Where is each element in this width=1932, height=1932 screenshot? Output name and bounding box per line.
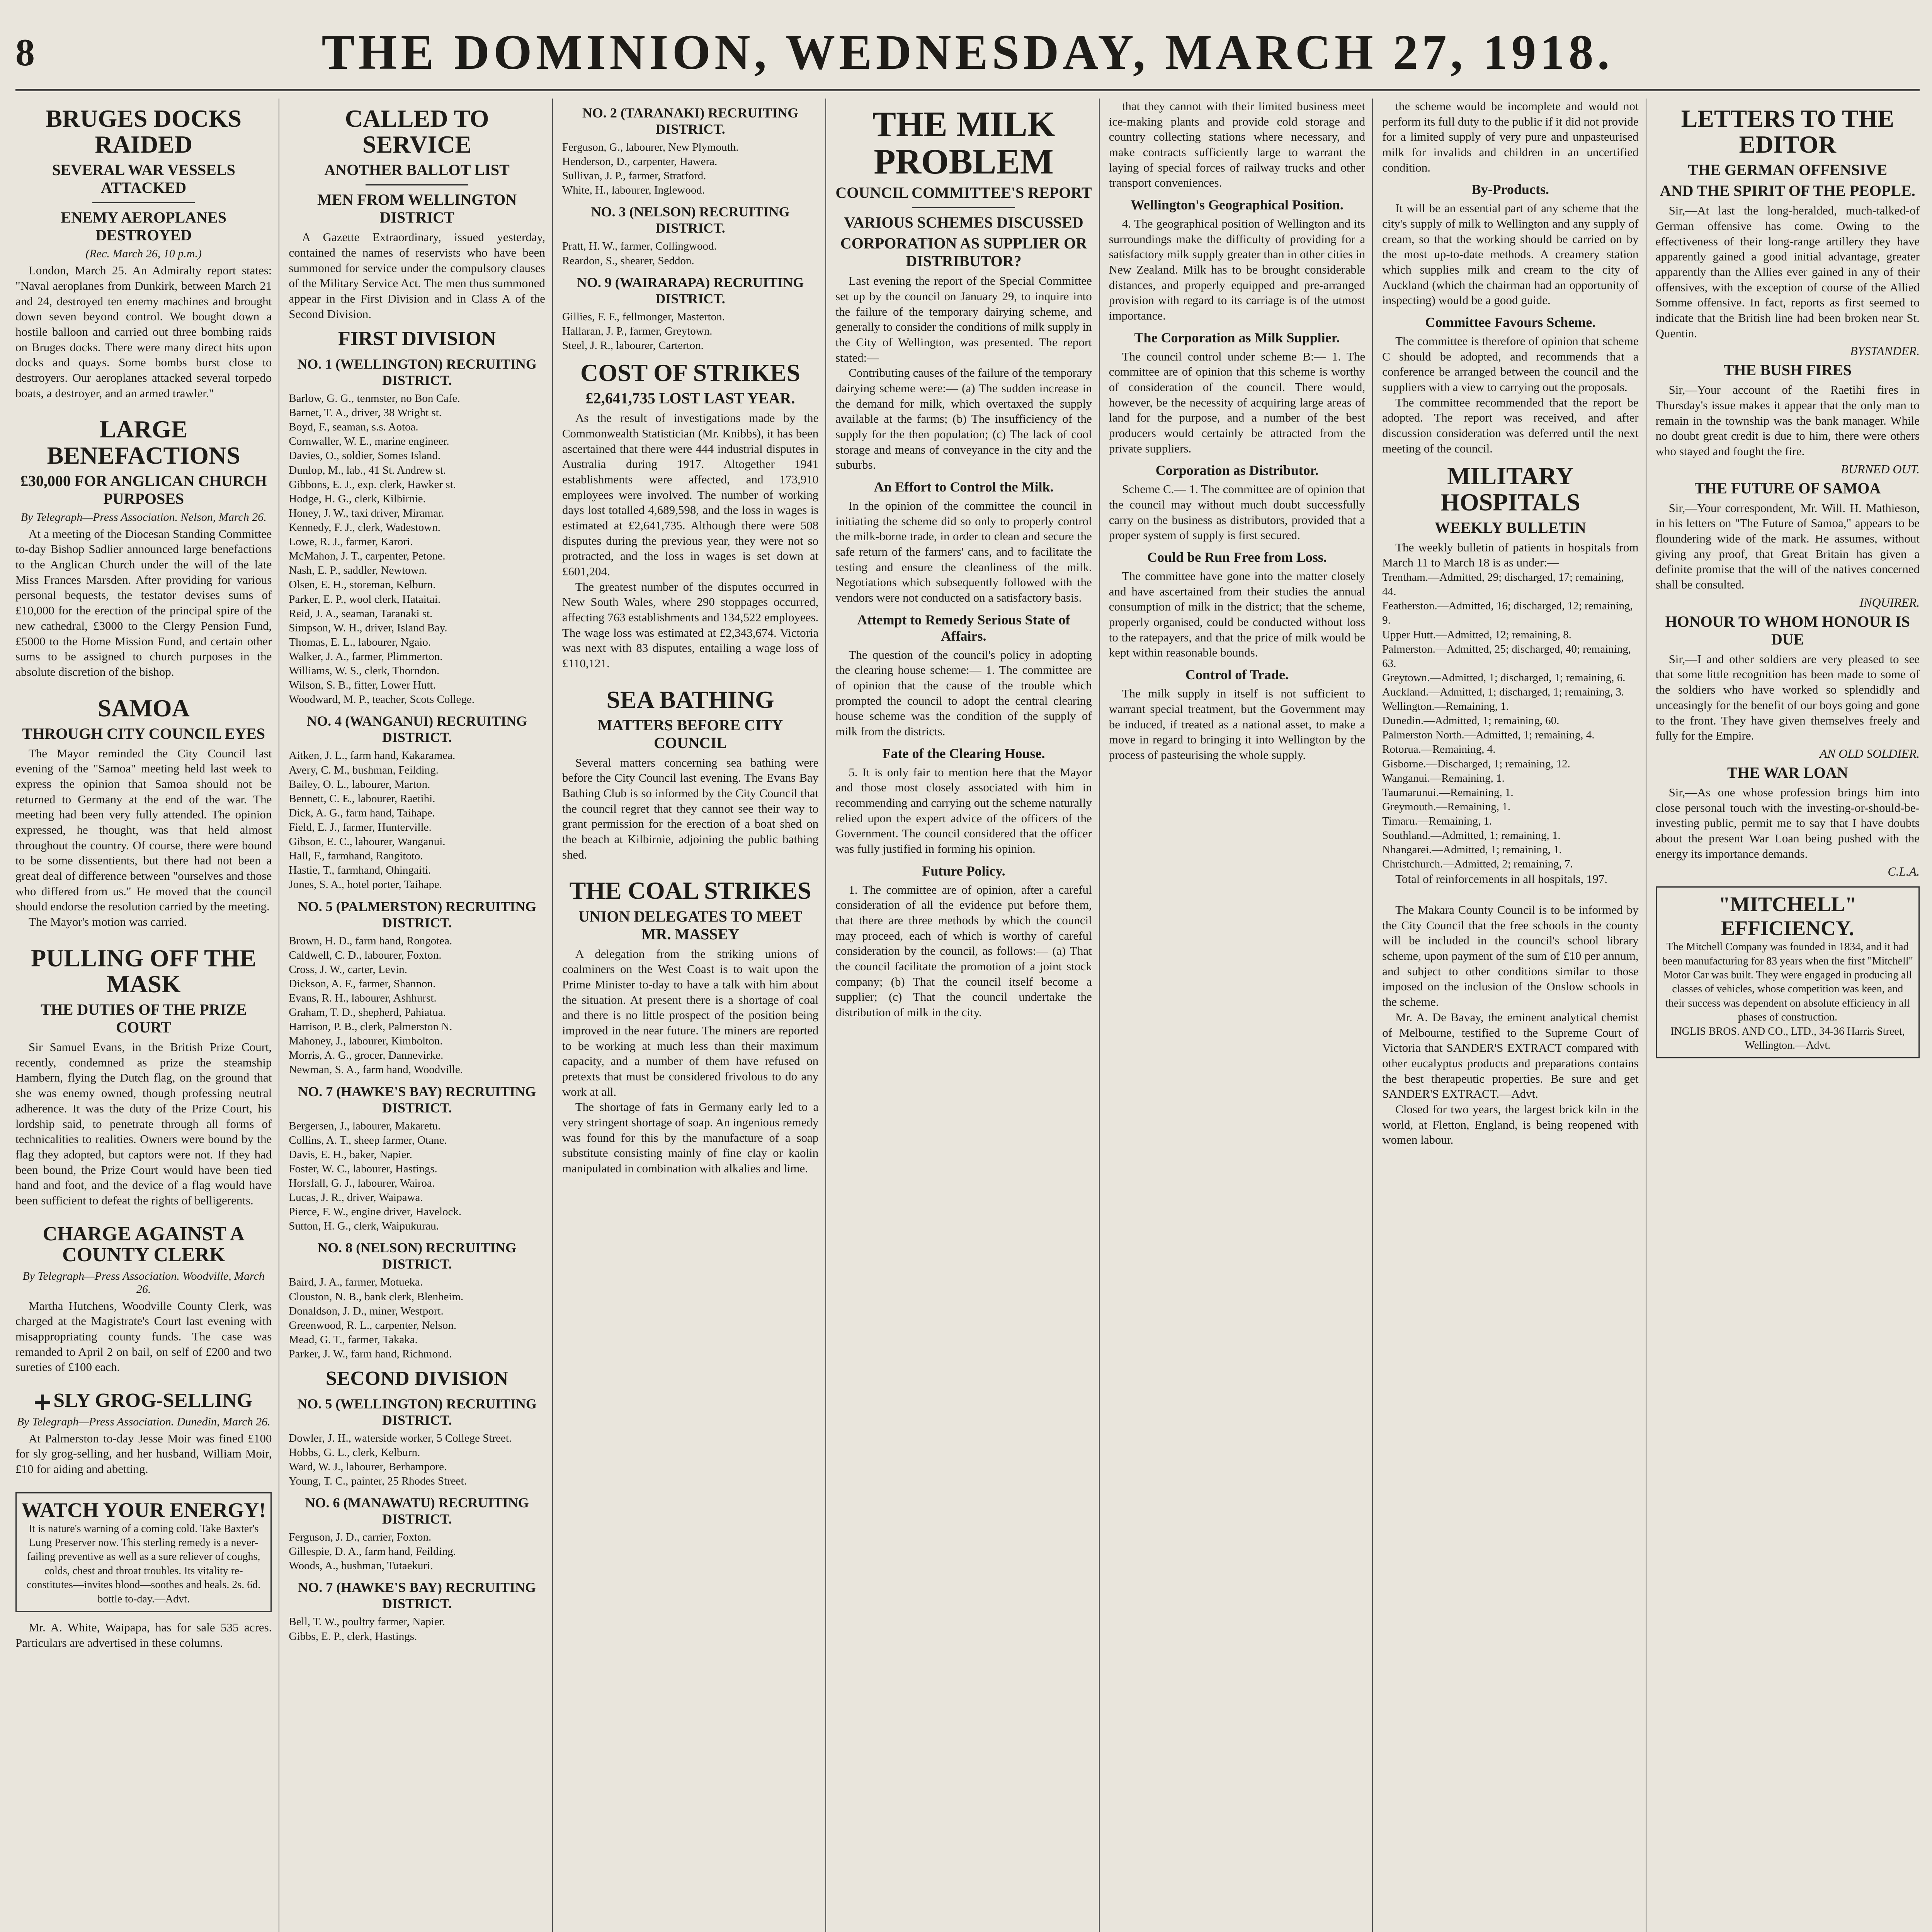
divider: [92, 202, 195, 203]
list-item: Hall, F., farmhand, Rangitoto.: [289, 850, 423, 862]
ad-footer: INGLIS BROS. AND CO., LTD., 34-36 Harris Street, Wellington.—Advt.: [1670, 1025, 1905, 1051]
district-heading: NO. 5 (WELLINGTON) RECRUITING DISTRICT.: [297, 1396, 537, 1428]
name-list: [289, 1530, 545, 1573]
name-list: [562, 310, 818, 353]
article-body: London, March 25. An Admiralty report states: "Naval aeroplanes from Dunkirk, between March 21 and 24, destroyed ten enemy machines and brought down seven beyond control. We bought down a hostile balloon and carried out three bombing raids on Bruges docks. There were many direct hits upon docks and quays. Some bombs burst close to destroyers. Our aeroplanes attacked several torpedo boats, a destroyer, and an armed trawler.": [15, 264, 272, 400]
name-list: [289, 1615, 545, 1643]
article-body: A delegation from the striking unions of coalminers on the West Coast is to wait upon the Prime Minister to-day to have a talk with him about the situation. At present there is a shortage of coal and there is no little prospect of the position being improved in the near future. The miners are reported to be working at much less than their maximum capacity, and a number of them have refused on pretexts that must be considered frivolous to do any work at all.: [562, 947, 819, 1099]
list-item: Ferguson, G., labourer, New Plymouth.: [562, 141, 739, 153]
list-item: Jones, S. A., hotel porter, Taihape.: [289, 878, 442, 891]
list-item: Wanganui.—Remaining, 1.: [1382, 772, 1505, 784]
list-item: Henderson, D., carpenter, Hawera.: [562, 155, 718, 168]
article-samoa: [15, 695, 272, 930]
list-item: Davis, E. H., baker, Napier.: [289, 1148, 412, 1161]
list-item: Trentham.—Admitted, 29; discharged, 17; remaining, 44.: [1382, 571, 1624, 598]
list-item: Taumarunui.—Remaining, 1.: [1382, 786, 1514, 799]
article-body: In the opinion of the committee the council in initiating the scheme did so only to properly control the milk-borne trade, in order to clean and secure the safe return of the farmers' cans, and to facilitate the testing and ensure the cleanliness of the milk. Negotiations which subsequently followed with the vendors were not conducted on a satisfactory basis.: [835, 498, 1092, 604]
article-military-hospitals: [1382, 463, 1638, 887]
list-item: Parker, J. W., farm hand, Richmond.: [289, 1348, 452, 1361]
name-list: [289, 391, 545, 707]
list-item: Thomas, E. L., labourer, Ngaio.: [289, 636, 431, 648]
subheadline: THROUGH CITY COUNCIL EYES: [22, 724, 265, 742]
list-item: Hobbs, G. L., clerk, Kelburn.: [289, 1446, 420, 1459]
list-item: Horsfall, G. J., labourer, Wairoa.: [289, 1177, 435, 1190]
list-item: Palmerston.—Admitted, 25; discharged, 40; remaining, 63.: [1382, 643, 1631, 670]
list-item: Wilson, S. B., fitter, Lower Hutt.: [289, 679, 436, 692]
list-item: Pratt, H. W., farmer, Collingwood.: [562, 240, 717, 253]
list-item: Gillespie, D. A., farm hand, Feilding.: [289, 1545, 456, 1558]
list-item: Bell, T. W., poultry farmer, Napier.: [289, 1616, 445, 1628]
list-item: Woodward, M. P., teacher, Scots College.: [289, 693, 474, 706]
list-item: Brown, H. D., farm hand, Rongotea.: [289, 934, 452, 947]
article-body: The Mayor reminded the City Council last evening of the "Samoa" meeting held last week to express the opinion that Samoa should not be returned to Germany at the end of the war. The meeting had been very fully attended. The opinion expressed, he thought, was that held almost throughout the country. Of course, there were bound to be some dissentients, but there had not been a great deal of difference between "ourselves and those who differed from us." He moved that the council should endorse the resolution carried by the meeting.: [15, 746, 272, 913]
article-body: It will be an essential part of any scheme that the city's supply of milk to Wellington and any supply of cream, so that the working should be carried on by the most up-to-date methods. A creamery station which supplies milk and cream to the city of Auckland (which the chairman had an opportunity of inspecting) would be a good guide.: [1382, 201, 1639, 307]
list-item: Dick, A. G., farm hand, Taihape.: [289, 806, 435, 819]
article-body: The Makara County Council is to be informed by the City Council that the free schools in the county will be included in the council's school library scheme, upon payment of the sum of £10 per annum, and subject to other conditions similar to those imposed on the inclusion of the Onslow schools in the scheme.: [1382, 903, 1639, 1009]
list-item: Olsen, E. H., storeman, Kelburn.: [289, 578, 436, 591]
subheadline: AND THE SPIRIT OF THE PEOPLE.: [1660, 182, 1915, 200]
division-heading: FIRST DIVISION: [338, 328, 496, 350]
list-item: Woods, A., bushman, Tutaekuri.: [289, 1560, 433, 1572]
headline: PULLING OFF THE MASK: [31, 944, 257, 998]
article-sea-bathing: [562, 687, 818, 862]
article-body: Contributing causes of the failure of the temporary dairying scheme were:— (a) The sudden increase in the demand for milk, which overtaxed the supply available at the farms; (b) The insufficiency of the supply for the then population; (c) The lack of cool storage and means of conveyance in the city and the suburbs.: [835, 366, 1092, 472]
list-item: Kennedy, F. J., clerk, Wadestown.: [289, 521, 440, 534]
list-item: Mead, G. T., farmer, Takaka.: [289, 1333, 418, 1346]
article-body: The council control under scheme B:— 1. The committee are of opinion that this scheme is worthy of consideration of the council. There would, however, be the necessity of acquiring large areas of land for the purpose, and a number of the best producers would certainly be attracted from the private suppliers.: [1109, 349, 1366, 455]
list-item: Nhangarei.—Admitted, 1; remaining, 1.: [1382, 844, 1562, 856]
headline: SLY GROG-SELLING: [15, 1390, 272, 1412]
ad-text: The Mitchell Company was founded in 1834, and it had been manufacturing for 83 years when the first "Mitchell" Motor Car was built. They were engaged in producing all classes of vehicles, whose competition was keen, and their success was dependent on absolute efficiency in all phases of construction.: [1662, 941, 1913, 1024]
section-heading: The Corporation as Milk Supplier.: [1134, 330, 1340, 345]
notice: Mr. A. White, Waipapa, has for sale 535 acres. Particulars are advertised in these columns.: [15, 1621, 272, 1650]
article-body: The weekly bulletin of patients in hospitals from March 11 to March 18 is as under:—: [1382, 540, 1639, 570]
article-cost-of-strikes: [562, 360, 818, 671]
list-item: Greenwood, R. L., carpenter, Nelson.: [289, 1319, 457, 1332]
subheadline: SEVERAL WAR VESSELS ATTACKED: [52, 161, 235, 197]
dateline: By Telegraph—Press Association. Dunedin, March 26.: [17, 1415, 270, 1428]
subheadline: COUNCIL COMMITTEE'S REPORT: [835, 184, 1092, 202]
columns: [15, 99, 1920, 1932]
newspaper-page: [15, 15, 1920, 1932]
list-item: Honey, J. W., taxi driver, Miramar.: [289, 507, 444, 519]
subheadline: THE FUTURE OF SAMOA: [1694, 479, 1881, 497]
column-4: [835, 99, 1099, 1932]
district-heading: NO. 7 (HAWKE'S BAY) RECRUITING DISTRICT.: [298, 1083, 536, 1116]
subheadline: VARIOUS SCHEMES DISCUSSED: [844, 214, 1083, 231]
list-item: Gisborne.—Discharged, 1; remaining, 12.: [1382, 757, 1570, 770]
list-item: Davies, O., soldier, Somes Island.: [289, 449, 441, 462]
name-list: [289, 934, 545, 1077]
list-item: Palmerston North.—Admitted, 1; remaining, 4.: [1382, 729, 1595, 742]
letter-body: Sir,—Your account of the Raetihi fires in Thursday's issue makes it appear that the only man to remain in the township was the bank manager. While no doubt great credit is due to him, there were others who stayed and fought the fire.: [1655, 383, 1920, 458]
column-5: [1109, 99, 1373, 1932]
article-body: Last evening the report of the Special Committee set up by the council on January 29, to inquire into the failure of the temporary dairying scheme, and generally to consider the conditions of milk supply in the City of Wellington, was presented. The report stated:—: [835, 274, 1092, 364]
article-body: The shortage of fats in Germany early led to a very stringent shortage of soap. An ingenious remedy was found for this by the manufacture of a soap substitute consisting mainly of fine clay or kaolin manipulated in combination with alkalies and lime.: [562, 1100, 819, 1175]
letter-signature: BURNED OUT.: [1841, 462, 1920, 476]
headline: BRUGES DOCKS RAIDED: [46, 105, 242, 158]
list-item: Steel, J. R., labourer, Carterton.: [562, 339, 704, 352]
column-1: [15, 99, 279, 1932]
list-item: Dunedin.—Admitted, 1; remaining, 60.: [1382, 714, 1560, 727]
article-body: At Palmerston to-day Jesse Moir was fined £100 for sly grog-selling, and her husband, William Moir, £10 for aiding and abetting.: [15, 1431, 272, 1476]
headline: COST OF STRIKES: [580, 359, 801, 386]
list-item: Gillies, F. F., fellmonger, Masterton.: [562, 310, 725, 323]
dateline: By Telegraph—Press Association. Nelson, March 26.: [20, 510, 267, 524]
list-item: Dickson, A. F., farmer, Shannon.: [289, 977, 436, 990]
list-item: Gibbons, E. J., exp. clerk, Hawker st.: [289, 478, 456, 491]
article-body: The committee have gone into the matter closely and have ascertained from their studies the annual consumption of milk in the district; that the scheme, properly organised, could be conducted without loss to the ratepayers, and that the price of milk would be kept within reasonable bounds.: [1109, 569, 1366, 660]
column-2: [289, 99, 553, 1932]
ad-text: It is nature's warning of a coming cold. Take Baxter's Lung Preserver now. This sterling remedy is a never-failing preventive as well as a sure reliever of coughs, colds, chest and throat troubles. Its vitality re-constitutes—invites blood—soothes and heals. 2s. 6d. bottle to-day.—Advt.: [27, 1522, 261, 1605]
list-item: Timaru.—Remaining, 1.: [1382, 815, 1492, 828]
hospital-list: [1382, 570, 1638, 871]
list-item: Simpson, W. H., driver, Island Bay.: [289, 621, 447, 634]
list-item: Greymouth.—Remaining, 1.: [1382, 800, 1510, 813]
list-item: Hastie, T., farmhand, Ohingaiti.: [289, 864, 431, 877]
advertisement-text: Mr. A. De Bavay, the eminent analytical chemist of Melbourne, testified to the Supreme Court of Victoria that SANDER'S EXTRACT compared with other eucalyptus products and preparations contains the best therapeutic properties. Be sure and get SANDER'S EXTRACT.—Advt.: [1382, 1010, 1639, 1101]
name-list: [289, 1431, 545, 1488]
article-body: Sir Samuel Evans, in the British Prize Court, recently, condemned as prize the steamship Hambern, flying the Dutch flag, on the ground that she was enemy owned, though professing neutral adherence. It was the duty of the Prize Court, his lordship said, to penetrate through all forms of technicalities to realities. Owners were bound by the flag they adopted, but captors were not. If they had been bound, the Prize Court would have been tied hand and foot, and the device of a flag would have been sufficient to defeat the rights of belligerents.: [15, 1040, 272, 1207]
list-item: Reid, J. A., seaman, Taranaki st.: [289, 607, 433, 620]
list-item: Newman, S. A., farm hand, Woodville.: [289, 1063, 463, 1076]
list-item: Avery, C. M., bushman, Feilding.: [289, 764, 439, 776]
list-item: Gibbs, E. P., clerk, Hastings.: [289, 1630, 417, 1643]
article-body: The committee is therefore of opinion that scheme C should be adopted, and recommends that a conference be arranged between the council and the suppliers with a view to carrying out the proposals.: [1382, 334, 1639, 394]
headline: CHARGE AGAINST A COUNTY CLERK: [43, 1223, 245, 1266]
name-list: [289, 1275, 545, 1361]
name-list: [289, 1119, 545, 1234]
subheadline: CORPORATION AS SUPPLIER OR DISTRIBUTOR?: [840, 235, 1087, 270]
article-body: The committee recommended that the report be adopted. The report was received, and after discussion consideration was deferred until the next meeting of the council.: [1382, 395, 1639, 455]
masthead: [15, 15, 1920, 91]
article-body: the scheme would be incomplete and would not perform its full duty to the public if it did not provide for a limited supply of very pure and unpasteurised milk for invalids and children in an uncertified condition.: [1382, 99, 1639, 174]
list-item: Rotorua.—Remaining, 4.: [1382, 743, 1496, 756]
list-item: Young, T. C., painter, 25 Rhodes Street.: [289, 1475, 467, 1488]
page-number: 8: [15, 31, 35, 74]
section-heading: Attempt to Remedy Serious State of Affairs.: [857, 612, 1070, 644]
article-bruges: [15, 105, 272, 401]
subheadline: MATTERS BEFORE CITY COUNCIL: [597, 716, 783, 752]
article-body: The Mayor's motion was carried.: [29, 915, 187, 929]
list-item: Aitken, J. L., farm hand, Kakaramea.: [289, 749, 456, 762]
subheadline: UNION DELEGATES TO MEET MR. MASSEY: [578, 907, 803, 943]
article-body: The question of the council's policy in adopting the clearing house scheme:— 1. The committee are of opinion that the cause of the trouble which prompted the council to adopt the central clearing house scheme was the condition of the supply of milk from the districts.: [835, 648, 1092, 738]
article-body: The greatest number of the disputes occurred in New South Wales, where 290 stoppages occurred, affecting 763 establishments and 134,522 employees. The wage loss was estimated at £2,343,674. Victoria was next with 83 disputes, entailing a wage loss of £110,121.: [562, 580, 819, 670]
article-grog: [15, 1390, 272, 1477]
section-heading: Fate of the Clearing House.: [882, 745, 1045, 761]
district-heading: NO. 5 (PALMERSTON) RECRUITING DISTRICT.: [298, 898, 536, 930]
advertisement: [1656, 886, 1920, 1058]
list-item: Morris, A. G., grocer, Dannevirke.: [289, 1049, 444, 1062]
district-heading: NO. 8 (NELSON) RECRUITING DISTRICT.: [318, 1240, 517, 1272]
subheadline: MEN FROM WELLINGTON DISTRICT: [317, 191, 517, 226]
list-item: Field, E. J., farmer, Hunterville.: [289, 821, 432, 833]
article-body: Martha Hutchens, Woodville County Clerk, was charged at the Magistrate's Court last evening with misappropriating county funds. The case was remanded to April 2 on bail, on self of £200 and two sureties of £100 each.: [15, 1299, 272, 1374]
list-item: Auckland.—Admitted, 1; discharged, 1; remaining, 3.: [1382, 686, 1624, 699]
list-item: Barnet, T. A., driver, 38 Wright st.: [289, 406, 442, 419]
list-item: Hodge, H. G., clerk, Kilbirnie.: [289, 492, 426, 505]
list-item: Baird, J. A., farmer, Motueka.: [289, 1276, 423, 1289]
list-item: Gibson, E. C., labourer, Wanganui.: [289, 835, 446, 848]
name-list: [562, 140, 818, 197]
subheadline: HONOUR TO WHOM HONOUR IS DUE: [1665, 612, 1910, 648]
article-body: The milk supply in itself is not sufficient to warrant special treatment, but the Government may be induced, if treated as a national asset, to make a move in regard to bringing it into Wellington by the process of pasteurising the whole supply.: [1109, 687, 1366, 762]
list-item: Boyd, F., seaman, s.s. Aotoa.: [289, 421, 418, 434]
article-body: 4. The geographical position of Wellington and its surroundings make the difficulty of providing for a satisfactory milk supply greater than in other cities in New Zealand. Milk has to be brought considerable distances, and properly equipped and pre-arranged provision with regard to its carriage is of the utmost importance.: [1109, 217, 1366, 323]
subheadline: THE BUSH FIRES: [1723, 361, 1852, 379]
section-heading: By-Products.: [1471, 182, 1549, 197]
list-item: Lowe, R. J., farmer, Karori.: [289, 536, 413, 548]
list-item: Pierce, F. W., engine driver, Havelock.: [289, 1206, 462, 1218]
list-item: Walker, J. A., farmer, Plimmerton.: [289, 650, 443, 663]
section-heading: Future Policy.: [922, 863, 1005, 879]
article-benefactions: [15, 416, 272, 679]
name-list: [562, 239, 818, 268]
letter-signature: C.L.A.: [1888, 864, 1920, 879]
list-item: Reardon, S., shearer, Seddon.: [562, 254, 694, 267]
list-item: Southland.—Admitted, 1; remaining, 1.: [1382, 829, 1561, 842]
letter-signature: BYSTANDER.: [1850, 344, 1920, 358]
article-body: Total of reinforcements in all hospitals, 197.: [1395, 872, 1607, 886]
letter-signature: AN OLD SOLDIER.: [1820, 746, 1920, 760]
headline: MILITARY HOSPITALS: [1440, 462, 1580, 516]
dateline: (Rec. March 26, 10 p.m.): [85, 247, 202, 260]
list-item: Ferguson, J. D., carrier, Foxton.: [289, 1531, 432, 1544]
headline: SEA BATHING: [606, 685, 774, 713]
letter-body: Sir,—As one whose profession brings him into close personal touch with the investing-or-should-be-investing public, permit me to say that I have doubts about the present War Loan being pushed with the energy its importance demands.: [1655, 785, 1920, 861]
list-item: Sullivan, J. P., farmer, Stratford.: [562, 170, 706, 182]
column-3: [562, 99, 826, 1932]
list-item: Ward, W. J., labourer, Berhampore.: [289, 1460, 447, 1473]
article-body: that they cannot with their limited business meet ice-making plants and provide cold storage and country collecting stations where necessary, and make contracts sufficiently large to warrant the laying of special forces of railway trucks and other transport conveniences.: [1109, 99, 1366, 190]
article-body: 5. It is only fair to mention here that the Mayor and those most closely associated with him in recommending and carrying out the scheme naturally relied upon the expert advice of the officers of the Government. The council considered that the officer was fully justified in forming his opinion.: [835, 765, 1092, 856]
subheadline: £2,641,735 LOST LAST YEAR.: [585, 389, 795, 407]
subheadline: THE GERMAN OFFENSIVE: [1688, 161, 1888, 179]
article-body: As the result of investigations made by the Commonwealth Statistician (Mr. Knibbs), it has been ascertained that there were 444 industrial disputes in Australia during 1917. Altogether 1941 establishments were affected, and 173,910 employees were involved. The number of working days lost totalled 4,689,598, and the loss in wages is estimated at £2,641,735. Although there were 508 disputes during the previous year, they were not so protracted, and the loss in wages is set down at £601,204.: [562, 411, 819, 578]
article-body: At a meeting of the Diocesan Standing Committee to-day Bishop Sadlier announced large benefactions to the Anglican Church under the will of the late Miss Frances Marsden. After providing for various personal bequests, the testator devises sums of £10,000 for the erection of the principal spire of the new cathedral, £3000 to the Clergy Pension Fund, £5000 to the Home Mission Fund, and certain other sums to be assigned to church purposes in the absolute discretion of the bishop.: [15, 527, 272, 679]
list-item: Lucas, J. R., driver, Waipawa.: [289, 1191, 423, 1204]
column-7: [1656, 99, 1920, 1932]
subheadline: ANOTHER BALLOT LIST: [324, 161, 510, 179]
article-body: A Gazette Extraordinary, issued yesterday, contained the names of reservists who have been summoned for service under the compulsory clauses of the Military Service Act. The men thus summoned appear in the First Division and in Class A of the Second Division.: [289, 230, 545, 321]
list-item: Donaldson, J. D., miner, Westport.: [289, 1304, 444, 1317]
letter-signature: INQUIRER.: [1859, 595, 1920, 609]
division-heading: SECOND DIVISION: [325, 1367, 509, 1390]
divider: [912, 207, 1015, 208]
headline: THE MILK PROBLEM: [872, 104, 1055, 181]
article-body: Several matters concerning sea bathing were before the City Council last evening. The Evans Bay Bathing Club is so informed by the City Council that the council regret that they cannot see their way to grant permission for the erection of a boat shed on the beach at Kilbirnie, adjoining the public bathing shed.: [562, 755, 819, 861]
subheadline: WEEKLY BULLETIN: [1435, 519, 1586, 536]
list-item: Sutton, H. G., clerk, Waipukurau.: [289, 1220, 439, 1233]
list-item: Bergersen, J., labourer, Makaretu.: [289, 1119, 441, 1132]
list-item: Graham, T. D., shepherd, Pahiatua.: [289, 1006, 446, 1019]
list-item: Cornwaller, W. E., marine engineer.: [289, 435, 449, 448]
district-heading: NO. 7 (HAWKE'S BAY) RECRUITING DISTRICT.: [298, 1580, 536, 1612]
headline: LETTERS TO THE EDITOR: [1681, 105, 1894, 158]
list-item: Dowler, J. H., waterside worker, 5 College Street.: [289, 1432, 512, 1444]
headline: LARGE BENEFACTIONS: [47, 415, 240, 469]
subheadline: THE DUTIES OF THE PRIZE COURT: [40, 1001, 247, 1036]
list-item: Dunlop, M., lab., 41 St. Andrew st.: [289, 464, 446, 476]
section-heading: An Effort to Control the Milk.: [874, 479, 1054, 495]
article-coal-strikes: [562, 878, 818, 1176]
list-item: Greytown.—Admitted, 1; discharged, 1; remaining, 6.: [1382, 671, 1626, 684]
advertisement: [15, 1492, 272, 1612]
list-item: Bailey, O. L., labourer, Marton.: [289, 778, 430, 791]
dateline: By Telegraph—Press Association. Woodville, March 26.: [22, 1269, 265, 1296]
column-6: [1382, 99, 1646, 1932]
section-heading: Corporation as Distributor.: [1155, 463, 1319, 478]
list-item: Bennett, C. E., labourer, Raetihi.: [289, 792, 435, 805]
district-heading: NO. 4 (WANGANUI) RECRUITING DISTRICT.: [307, 713, 527, 745]
article-body: Scheme C.— 1. The committee are of opinion that the council may without much doubt successfully carry on the business as distributors, provided that a proper system of supply is first secured.: [1109, 482, 1366, 542]
subheadline: £30,000 FOR ANGLICAN CHURCH PURPOSES: [20, 472, 267, 507]
list-item: Upper Hutt.—Admitted, 12; remaining, 8.: [1382, 628, 1571, 641]
list-item: Collins, A. T., sheep farmer, Otane.: [289, 1134, 447, 1146]
list-item: Mahoney, J., labourer, Kimbolton.: [289, 1035, 443, 1048]
list-item: Parker, E. P., wool clerk, Hataitai.: [289, 593, 441, 605]
headline: THE COAL STRIKES: [569, 877, 811, 905]
list-item: White, H., labourer, Inglewood.: [562, 184, 705, 197]
list-item: Williams, W. S., clerk, Thorndon.: [289, 665, 440, 677]
list-item: Wellington.—Remaining, 1.: [1382, 700, 1509, 713]
letter-body: Sir,—At last the long-heralded, much-talked-of German offensive has come. Owing to the effectiveness of their long-range artillery they have apparently gained a good initial advantage, greater apparently than the Allies ever gained in any of their offensives, with the exception of course of the Allied Somme offensive. In fact, reports as first seemed to indicate that the British line had been broken near St. Quentin.: [1655, 204, 1920, 340]
headline: SAMOA: [97, 694, 190, 722]
section-heading: Committee Favours Scheme.: [1425, 315, 1596, 330]
name-list: [289, 748, 545, 892]
district-heading: NO. 9 (WAIRARAPA) RECRUITING DISTRICT.: [577, 274, 804, 306]
ad-headline: "MITCHELL" EFFICIENCY.: [1718, 893, 1857, 940]
list-item: Evans, R. H., labourer, Ashhurst.: [289, 992, 437, 1004]
subheadline: THE WAR LOAN: [1727, 764, 1848, 781]
list-item: Nash, E. P., saddler, Newtown.: [289, 564, 427, 577]
ad-headline: WATCH YOUR ENERGY!: [21, 1498, 266, 1522]
article-body: 1. The committee are of opinion, after a careful consideration of all the evidence put before them, that there are three methods by which the council may proceed, each of which is worthy of careful consideration by the council, as follows:— (a) That the council facilitate the promotion of a joint stock company; (b) That the council itself become a supplier; (c) That the council undertake the distribution of milk in the city.: [835, 883, 1092, 1019]
list-item: Christchurch.—Admitted, 2; remaining, 7.: [1382, 858, 1573, 871]
subheadline: ENEMY AEROPLANES DESTROYED: [61, 209, 226, 244]
list-item: Featherston.—Admitted, 16; discharged, 12; remaining, 9.: [1382, 600, 1633, 627]
newspaper-title: THE DOMINION, WEDNESDAY, MARCH 27, 1918.: [321, 24, 1614, 80]
section-heading: Could be Run Free from Loss.: [1147, 549, 1327, 565]
district-heading: NO. 3 (NELSON) RECRUITING DISTRICT.: [591, 204, 790, 236]
article-county-clerk: [15, 1224, 272, 1375]
list-item: McMahon, J. T., carpenter, Petone.: [289, 550, 446, 563]
headline: CALLED TO SERVICE: [345, 105, 489, 158]
letter-body: Sir,—I and other soldiers are very pleased to see that some little recognition has been made to some of the soldiers who have worked so splendidly and unceasingly for the benefit of our boys going and gone to the front. They have given themselves freely and fully for the Empire.: [1655, 652, 1920, 743]
section-heading: Wellington's Geographical Position.: [1130, 197, 1344, 213]
letter-body: Sir,—Your correspondent, Mr. Will. H. Mathieson, in his letters on "The Future of Samoa," appears to be floundering wide of the mark. He assumes, without giving any proof, that Great Britain has given a definite promise that the will of the natives concerned shall be consulted.: [1655, 501, 1920, 592]
cross-icon: [35, 1395, 50, 1410]
list-item: Cross, J. W., carter, Levin.: [289, 963, 407, 976]
section-heading: Control of Trade.: [1185, 667, 1289, 683]
district-heading: NO. 2 (TARANAKI) RECRUITING DISTRICT.: [582, 105, 799, 137]
article-body: Closed for two years, the largest brick kiln in the world, at Fletton, England, is being reopened with women labour.: [1382, 1102, 1639, 1147]
list-item: Foster, W. C., labourer, Hastings.: [289, 1162, 437, 1175]
district-heading: NO. 1 (WELLINGTON) RECRUITING DISTRICT.: [297, 356, 537, 388]
district-heading: NO. 6 (MANAWATU) RECRUITING DISTRICT.: [305, 1495, 529, 1527]
list-item: Clouston, N. B., bank clerk, Blenheim.: [289, 1290, 464, 1303]
divider: [366, 184, 468, 185]
list-item: Caldwell, C. D., labourer, Foxton.: [289, 949, 442, 961]
list-item: Barlow, G. G., tenmster, no Bon Cafe.: [289, 392, 460, 405]
list-item: Hallaran, J. P., farmer, Greytown.: [562, 325, 713, 337]
article-prize-court: [15, 945, 272, 1208]
list-item: Harrison, P. B., clerk, Palmerston N.: [289, 1020, 452, 1033]
